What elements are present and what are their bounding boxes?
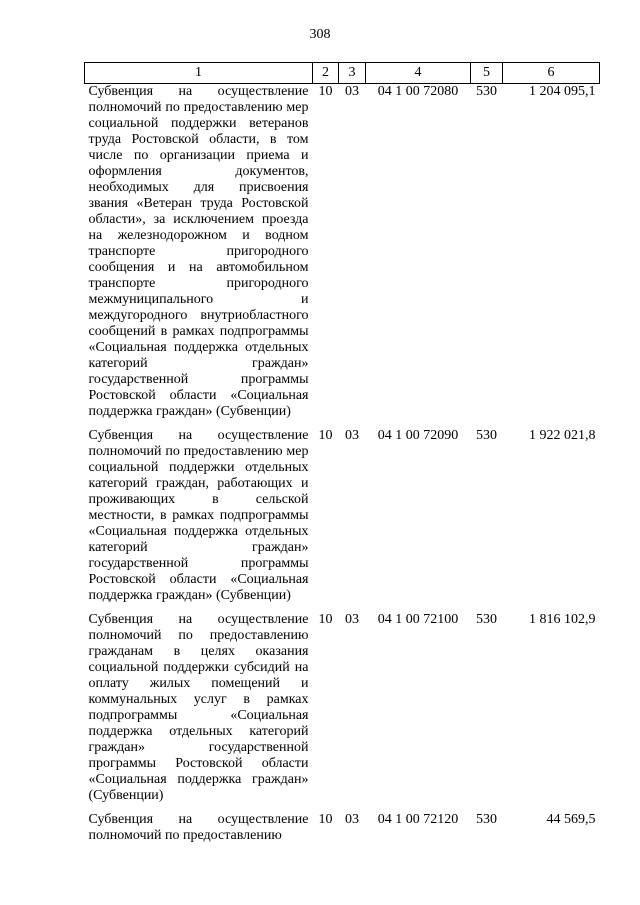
row-expense-type: 530 xyxy=(476,612,497,627)
budget-table xyxy=(84,62,600,852)
row-target-article: 04 1 00 72100 xyxy=(377,612,459,627)
table-row xyxy=(85,84,600,429)
page-number: 308 xyxy=(309,27,331,42)
column-header: 2 xyxy=(313,63,339,84)
row-section: 10 xyxy=(318,812,333,827)
column-header: 5 xyxy=(471,63,503,84)
row-name: Субвенция на осуществление полномочий по предоставлению xyxy=(88,812,309,843)
column-header: 4 xyxy=(366,63,471,84)
table-header-row xyxy=(85,63,600,84)
row-subsection: 03 xyxy=(345,84,359,99)
row-target-article: 04 1 00 72120 xyxy=(377,812,459,827)
row-expense-type: 530 xyxy=(476,428,497,443)
row-target-article: 04 1 00 72090 xyxy=(377,428,459,443)
row-amount: 1 816 102,9 xyxy=(529,612,596,627)
column-header: 3 xyxy=(339,63,366,84)
row-amount: 1 204 095,1 xyxy=(529,84,596,99)
row-target-article: 04 1 00 72080 xyxy=(377,84,459,99)
row-subsection: 03 xyxy=(345,612,359,627)
row-name: Субвенция на осуществление полномочий по предоставлению мер социальной поддержки ветеранов труда Ростовской области, в том числе по организации приема и оформления документов, необходимых для присвоения звания «Ветеран труда Ростовской области», за исключением проезда на железнодорожном и водном транспорте пригородного сообщения и на автомобильном транспорте пригородного межмуниципального и междугородного внутриобластного сообщений в рамках подпрограммы «Социальная поддержка отдельных категорий граждан» государственной программы Ростовской области «Социальная поддержка граждан» (Субвенции) xyxy=(88,84,309,419)
column-header: 1 xyxy=(85,63,313,84)
row-section: 10 xyxy=(318,428,333,443)
row-subsection: 03 xyxy=(345,812,359,827)
row-amount: 44 569,5 xyxy=(546,812,596,827)
table-row xyxy=(85,812,600,852)
row-amount: 1 922 021,8 xyxy=(529,428,596,443)
row-name: Субвенция на осуществление полномочий по предоставлению гражданам в целях оказания социальной поддержки субсидий на оплату жилых помещений и коммунальных услуг в рамках подпрограммы «Социальная поддержка отдельных категорий граждан» государственной программы Ростовской области «Социальная поддержка граждан» (Субвенции) xyxy=(88,612,309,803)
row-subsection: 03 xyxy=(345,428,359,443)
row-expense-type: 530 xyxy=(476,84,497,99)
row-section: 10 xyxy=(318,84,333,99)
row-expense-type: 530 xyxy=(476,812,497,827)
table-row xyxy=(85,612,600,812)
table-row xyxy=(85,428,600,612)
column-header: 6 xyxy=(503,63,600,84)
row-name: Субвенция на осуществление полномочий по предоставлению мер социальной поддержки отдельных категорий граждан, работающих и проживающих в сельской местности, в рамках подпрограммы «Социальная поддержка отдельных категорий граждан» государственной программы Ростовской области «Социальная поддержка граждан» (Субвенции) xyxy=(88,428,309,603)
row-section: 10 xyxy=(318,612,333,627)
